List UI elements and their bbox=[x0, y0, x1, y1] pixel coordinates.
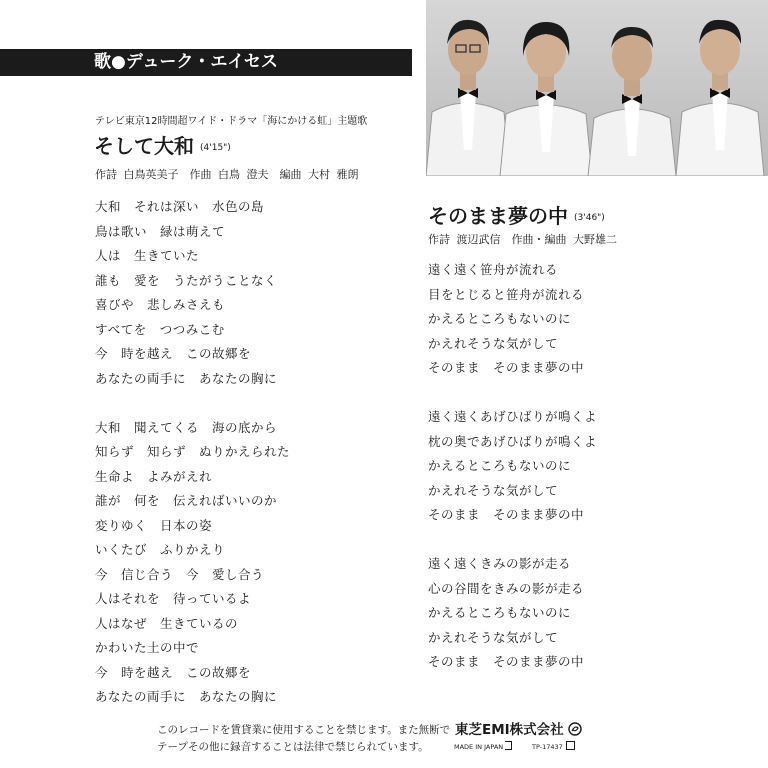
lyric-line: 人はそれを 待っているよ bbox=[95, 591, 252, 606]
song2-credits: 作詩 渡辺武信 作曲・編曲 大野雄二 bbox=[428, 233, 617, 246]
catalog-number: TP-17437 bbox=[532, 743, 563, 751]
verse-gap bbox=[428, 381, 597, 406]
song1-title: そして大和 bbox=[94, 134, 194, 158]
song2-duration: (3'46") bbox=[574, 213, 605, 223]
song1-credits: 作詩 白鳥英美子 作曲 白鳥 澄夫 編曲 大村 雅朗 bbox=[95, 168, 359, 181]
lyric-line: 誰も 愛を うたがうことなく bbox=[95, 272, 278, 288]
lyric-line: 変りゆく 日本の姿 bbox=[95, 517, 213, 533]
lyric-line: かえるところもないのに bbox=[428, 605, 572, 620]
label-name: 東芝EMI株式会社 bbox=[455, 722, 564, 738]
lyric-line: 生命よ よみがえれ bbox=[95, 468, 213, 484]
lyric-line: 遠く遠くあげひばりが鳴くよ bbox=[428, 409, 598, 424]
lyric-line: あなたの両手に あなたの胸に bbox=[95, 689, 278, 704]
song2-lyrics bbox=[428, 258, 597, 675]
lyric-line: いくたび ふりかえり bbox=[95, 542, 226, 557]
lyric-line: かわいた土の中で bbox=[95, 640, 200, 655]
lyric-line: 今 時を越え この故郷を bbox=[95, 346, 252, 361]
lyric-line: 人は 生きていた bbox=[95, 248, 200, 263]
song2-title: そのまま夢の中 bbox=[428, 204, 568, 228]
lyric-line: かえれそうな気がして bbox=[428, 482, 559, 498]
lyric-line: そのまま そのまま夢の中 bbox=[428, 507, 585, 522]
made-in-mark bbox=[505, 741, 512, 750]
emi-logo-icon bbox=[568, 722, 582, 736]
lyric-line: 遠く遠く笹舟が流れる bbox=[428, 262, 559, 277]
verse-gap bbox=[428, 528, 597, 553]
catalog-mark bbox=[566, 741, 575, 750]
song1-lead-text: テレビ東京12時間超ワイド・ドラマ「海にかける虹」主題歌 bbox=[95, 116, 368, 127]
lyric-line: そのまま そのまま夢の中 bbox=[428, 360, 585, 375]
group-photo-art bbox=[426, 0, 768, 176]
rental-notice bbox=[157, 722, 450, 756]
lyric-line: 枕の奥であげひばりが鳴くよ bbox=[428, 433, 598, 449]
verse-gap bbox=[95, 391, 290, 416]
song1-title-block bbox=[94, 130, 231, 159]
notice-line: このレコードを賃貸業に使用することを禁じます。また無断で bbox=[157, 724, 451, 736]
made-in-text: MADE IN JAPAN bbox=[454, 743, 504, 751]
lyric-line: すべてを つつみこむ bbox=[95, 321, 225, 337]
lyric-line: 喜びや 悲しみさえも bbox=[95, 297, 226, 312]
label-name-block bbox=[455, 718, 582, 738]
lyric-line: そのまま そのまま夢の中 bbox=[428, 654, 585, 669]
lyric-line: 鳥は歌い 緑は萌えて bbox=[95, 223, 226, 239]
lyric-line: 今 信じ合う 今 愛し合う bbox=[95, 566, 265, 582]
lyric-line: かえれそうな気がして bbox=[428, 629, 559, 645]
lyric-line: あなたの両手に あなたの胸に bbox=[95, 370, 278, 386]
lyric-line: かえれそうな気がして bbox=[428, 335, 559, 351]
song1-duration: (4'15") bbox=[200, 143, 231, 153]
lyric-line: かえるところもないのに bbox=[428, 458, 572, 473]
catalog-number-block bbox=[532, 741, 575, 751]
lyric-line: 大和 聞えてくる 海の底から bbox=[95, 419, 278, 435]
group-photo bbox=[426, 0, 768, 176]
artist-name: 歌●デューク・エイセス bbox=[94, 52, 278, 72]
lyric-line: 誰が 何を 伝えればいいのか bbox=[95, 493, 278, 508]
notice-line: テープその他に録音することは法律で禁じられています。 bbox=[157, 741, 429, 753]
lyric-line: 遠く遠くきみの影が走る bbox=[428, 556, 572, 571]
made-in-japan bbox=[454, 741, 512, 751]
lyric-line: 大和 それは深い 水色の島 bbox=[95, 199, 265, 214]
song1-lyrics bbox=[95, 195, 290, 710]
lyric-line: 心の谷間をきみの影が走る bbox=[428, 580, 585, 596]
lyric-line: 今 時を越え この故郷を bbox=[95, 664, 252, 680]
lyric-line: 目をとじると笹舟が流れる bbox=[428, 286, 585, 302]
song2-title-block bbox=[428, 200, 605, 229]
artist-bar bbox=[0, 49, 412, 76]
lyric-line: 知らず 知らず ぬりかえられた bbox=[95, 444, 291, 459]
lyric-line: 人はなぜ 生きているの bbox=[95, 615, 239, 631]
lyric-line: かえるところもないのに bbox=[428, 311, 572, 326]
